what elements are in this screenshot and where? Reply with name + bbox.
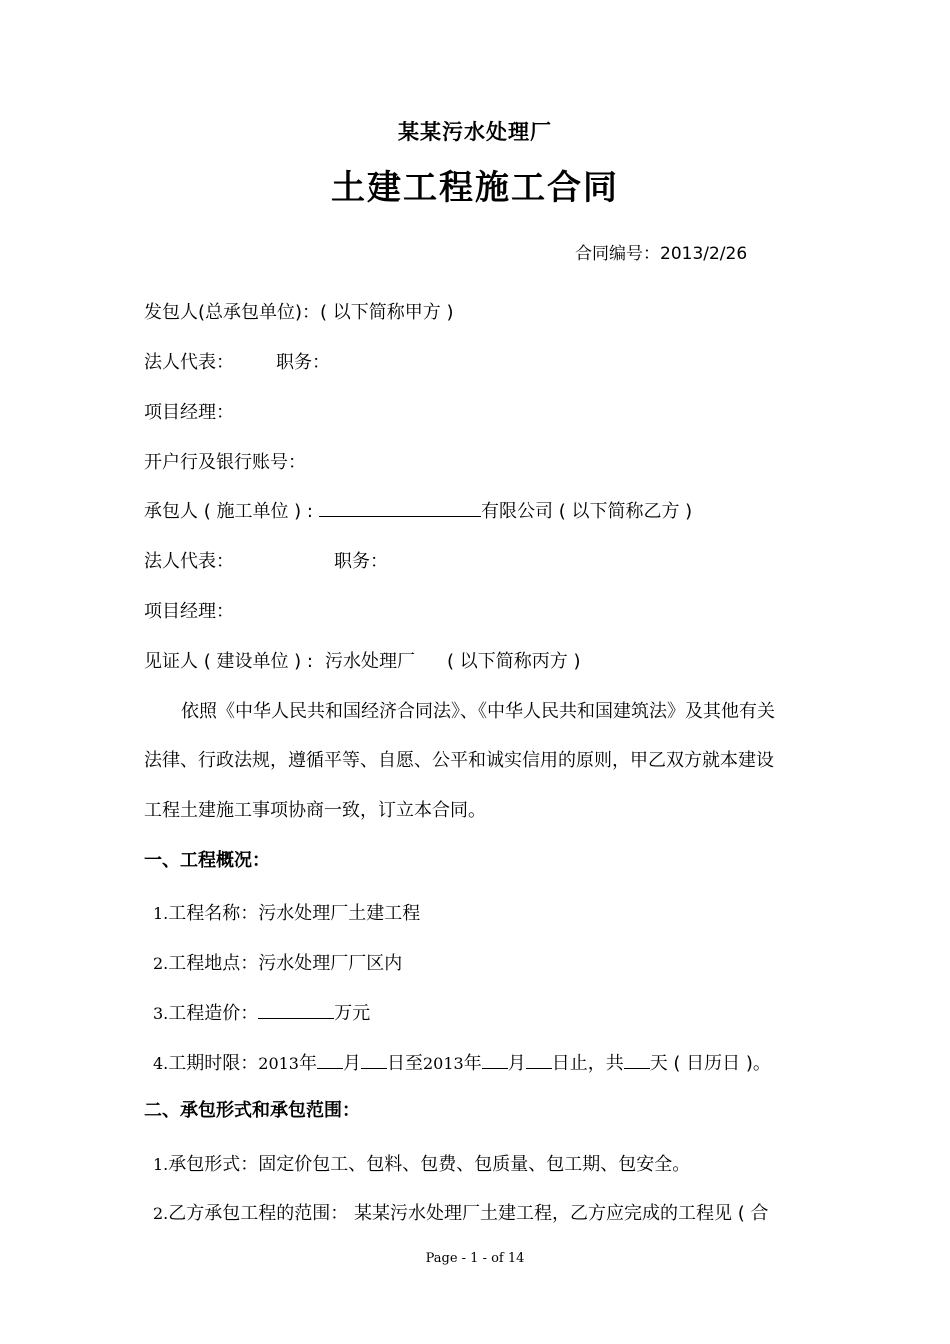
contractor-pm-line: 项目经理： [144, 601, 234, 622]
contractor-suffix: 有限公司 ( 以下简称乙方 ) [481, 501, 693, 522]
cost-unit: 万元 [334, 1003, 371, 1024]
item-number: 3. [153, 1004, 169, 1023]
section-1-heading: 一、工程概况： [144, 850, 270, 871]
start-day-blank [361, 1050, 387, 1069]
start-month-blank [317, 1050, 343, 1069]
employer-line: 发包人(总承包单位)：( 以下简称甲方 ) [144, 302, 454, 323]
day-to-label: 日至 [386, 1053, 423, 1074]
item-number: 1. [153, 1155, 169, 1174]
cost-blank [258, 1000, 334, 1019]
section-1-item-2 [153, 949, 402, 975]
witness-name: 污水处理厂 [325, 651, 415, 672]
month-label: 月 [507, 1053, 526, 1074]
item-text: 工程名称：污水处理厂土建工程 [168, 903, 421, 924]
item-number: 2. [153, 1204, 169, 1223]
intro-line-3: 工程土建施工事项协商一致，订立本合同。 [144, 800, 486, 821]
witness-line [144, 647, 581, 673]
duration-label: 工期时限： [168, 1053, 259, 1074]
end-month-blank [482, 1050, 508, 1069]
contractor-prefix: 承包人 ( 施工单位 ) : [144, 501, 313, 522]
employer-rep-label: 法人代表： [144, 352, 234, 373]
witness-suffix: ( 以下简称丙方 ) [447, 651, 581, 672]
intro-line-1: 依照《中华人民共和国经济合同法》、《中华人民共和国建筑法》及其他有关 [181, 701, 775, 722]
contractor-name-blank [319, 498, 481, 517]
contractor-rep-label: 法人代表： [144, 551, 234, 572]
section-1-item-3 [153, 999, 370, 1025]
item-number: 4. [153, 1054, 169, 1073]
item-number: 2. [153, 954, 169, 973]
employer-rep-line [144, 348, 330, 374]
section-1-item-4 [153, 1049, 771, 1075]
item-text: 工程地点：污水处理厂厂区内 [168, 953, 403, 974]
contractor-rep-line [144, 547, 388, 573]
employer-pm-line: 项目经理： [144, 402, 234, 423]
intro-line-2: 法律、行政法规，遵循平等、自愿、公平和诚实信用的原则，甲乙双方就本建设 [144, 750, 774, 771]
contractor-line [144, 497, 692, 523]
days-label: 天 ( 日历日 )。 [649, 1053, 771, 1074]
start-year: 2013 [258, 1054, 299, 1073]
page-footer: Page - 1 - of 14 [425, 1251, 525, 1266]
item-text: 乙方承包工程的范围： 某某污水处理厂土建工程，乙方应完成的工程见 ( 合 [168, 1203, 769, 1224]
year-label: 年 [463, 1053, 482, 1074]
end-day-blank [526, 1050, 552, 1069]
end-year: 2013 [422, 1054, 464, 1073]
month-label: 月 [342, 1053, 361, 1074]
contract-number: 合同编号：2013/2/26 [575, 244, 748, 264]
cost-label: 工程造价： [168, 1003, 259, 1024]
section-2-heading: 二、承包形式和承包范围： [144, 1100, 360, 1121]
total-days-blank [624, 1050, 650, 1069]
item-number: 1. [153, 904, 169, 923]
item-text: 承包形式：固定价包工、包料、包费、包质量、包工期、包安全。 [168, 1154, 691, 1175]
day-end-label: 日止，共 [551, 1053, 624, 1074]
employer-position-label: 职务： [276, 352, 330, 373]
section-2-item-2 [153, 1199, 768, 1225]
document-subtitle: 某某污水处理厂 [398, 120, 552, 144]
contractor-position-label: 职务： [334, 551, 388, 572]
witness-prefix: 见证人 ( 建设单位 ) : [144, 651, 313, 672]
document-title: 土建工程施工合同 [331, 168, 619, 208]
section-2-item-1 [153, 1150, 690, 1176]
employer-bank-line: 开户行及银行账号： [144, 452, 306, 473]
year-label: 年 [298, 1053, 317, 1074]
section-1-item-1 [153, 899, 420, 925]
